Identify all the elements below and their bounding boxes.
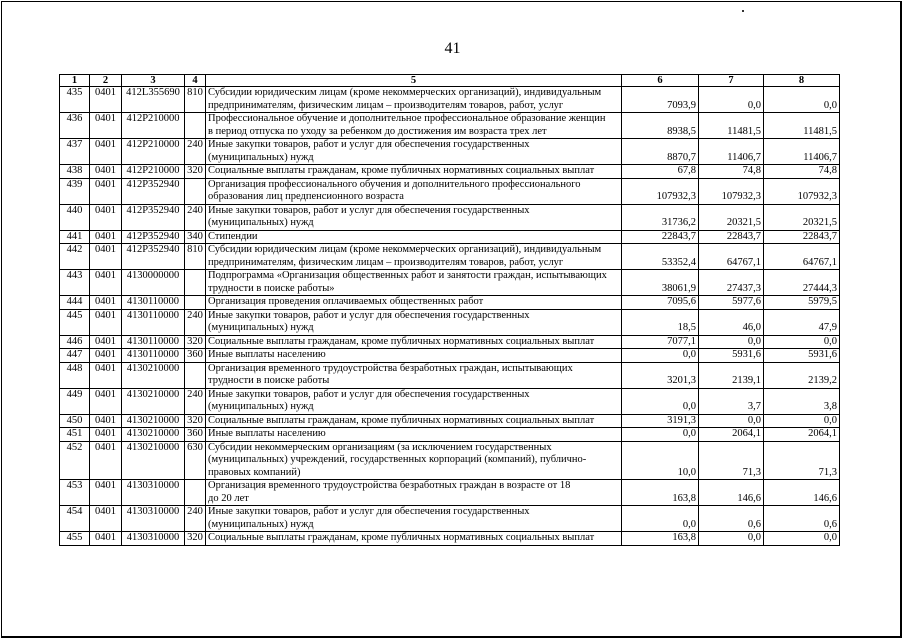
amount-col7-cell: 146,6 [699, 480, 764, 506]
section-cell: 0401 [90, 335, 122, 349]
expense-type-cell [185, 113, 206, 139]
target-code-cell: 412P352940 [122, 178, 185, 204]
row-number-cell: 444 [60, 296, 90, 310]
amount-col8-cell: 27444,3 [764, 270, 840, 296]
description-line: Субсидии некоммерческим организациям (за исключением государственных [208, 441, 552, 453]
description-line: предпринимателям, физическим лицам – производителям товаров, работ, услуг [208, 256, 564, 268]
section-cell: 0401 [90, 428, 122, 442]
section-cell: 0401 [90, 349, 122, 363]
amount-col7-cell: 0,0 [699, 414, 764, 428]
section-cell: 0401 [90, 296, 122, 310]
description-line: трудности в поиске работы [208, 375, 330, 386]
amount-col8-cell: 71,3 [764, 441, 840, 480]
row-number-cell: 451 [60, 428, 90, 442]
description-cell [206, 480, 622, 506]
amount-col7-cell: 5931,6 [699, 349, 764, 363]
amount-col7-cell: 11481,5 [699, 113, 764, 139]
amount-col7-cell: 22843,7 [699, 230, 764, 244]
description-line: Субсидии юридическим лицам (кроме некоммерческих организаций), индивидуальным [208, 244, 602, 255]
row-number-cell: 441 [60, 230, 90, 244]
expense-type-cell: 320 [185, 335, 206, 349]
amount-col8-cell: 47,9 [764, 309, 840, 335]
table-row [60, 309, 840, 335]
section-cell: 0401 [90, 506, 122, 532]
section-cell: 0401 [90, 532, 122, 546]
description-cell [206, 165, 622, 179]
header-cell: 3 [122, 75, 185, 87]
description-line: трудности в поиске работы» [208, 282, 335, 294]
description-line: (муниципальных) нужд [208, 401, 314, 412]
amount-col6-cell: 7077,1 [622, 335, 699, 349]
description-line: Субсидии юридическим лицам (кроме некоммерческих организаций), индивидуальным [208, 87, 602, 98]
table-body [60, 87, 840, 546]
description-cell [206, 296, 622, 310]
amount-col8-cell: 20321,5 [764, 204, 840, 230]
section-cell: 0401 [90, 204, 122, 230]
description-line: Профессиональное обучение и дополнительное профессиональное образование женщин [208, 113, 606, 124]
description-line: Иные закупки товаров, работ и услуг для обеспечения государственных [208, 388, 530, 400]
table-row [60, 230, 840, 244]
description-cell [206, 428, 622, 442]
description-line: (муниципальных) нужд [208, 518, 314, 530]
section-cell: 0401 [90, 165, 122, 179]
expense-type-cell: 630 [185, 441, 206, 480]
description-cell [206, 388, 622, 414]
amount-col8-cell: 64767,1 [764, 244, 840, 270]
amount-col6-cell: 22843,7 [622, 230, 699, 244]
amount-col6-cell: 67,8 [622, 165, 699, 179]
amount-col7-cell: 0,0 [699, 87, 764, 113]
section-cell: 0401 [90, 309, 122, 335]
expense-type-cell [185, 178, 206, 204]
expense-type-cell: 360 [185, 349, 206, 363]
description-cell [206, 506, 622, 532]
description-line: предпринимателям, физическим лицам – производителям товаров, работ, услуг [208, 99, 564, 111]
amount-col8-cell: 0,6 [764, 506, 840, 532]
target-code-cell: 4130110000 [122, 309, 185, 335]
row-number-cell: 438 [60, 165, 90, 179]
target-code-cell: 4130210000 [122, 388, 185, 414]
row-number-cell: 440 [60, 204, 90, 230]
amount-col6-cell: 3201,3 [622, 362, 699, 388]
description-line: Организация проведения оплачиваемых общественных работ [208, 296, 484, 307]
description-line: Иные закупки товаров, работ и услуг для обеспечения государственных [208, 204, 530, 216]
target-code-cell: 4130310000 [122, 480, 185, 506]
expense-type-cell: 320 [185, 414, 206, 428]
amount-col8-cell: 2064,1 [764, 428, 840, 442]
table-row [60, 480, 840, 506]
row-number-cell: 446 [60, 335, 90, 349]
amount-col8-cell: 5931,6 [764, 349, 840, 363]
description-line: Социальные выплаты гражданам, кроме публичных нормативных социальных выплат [208, 165, 595, 176]
table-row [60, 178, 840, 204]
description-line: в период отпуска по уходу за ребенком до достижения им возраста трех лет [208, 125, 547, 137]
scan-speck [742, 10, 744, 12]
description-line: Иные закупки товаров, работ и услуг для обеспечения государственных [208, 309, 530, 321]
amount-col8-cell: 0,0 [764, 414, 840, 428]
section-cell: 0401 [90, 230, 122, 244]
section-cell: 0401 [90, 414, 122, 428]
target-code-cell: 4130310000 [122, 532, 185, 546]
row-number-cell: 452 [60, 441, 90, 480]
amount-col7-cell: 27437,3 [699, 270, 764, 296]
description-line: (муниципальных) учреждений, государственных корпораций (компаний), публично- [208, 454, 587, 465]
amount-col8-cell: 107932,3 [764, 178, 840, 204]
header-cell: 2 [90, 75, 122, 87]
description-cell [206, 244, 622, 270]
description-cell [206, 349, 622, 363]
table-row [60, 428, 840, 442]
description-line: Иные выплаты населению [208, 349, 326, 360]
description-line: (муниципальных) нужд [208, 322, 314, 333]
amount-col7-cell: 0,6 [699, 506, 764, 532]
row-number-cell: 447 [60, 349, 90, 363]
page-number: 41 [444, 40, 461, 57]
header-cell: 8 [764, 75, 840, 87]
description-line: Иные закупки товаров, работ и услуг для обеспечения государственных [208, 506, 530, 517]
description-line: Стипендии [208, 230, 258, 242]
table-row [60, 388, 840, 414]
amount-col7-cell: 2064,1 [699, 428, 764, 442]
header-row [60, 75, 840, 87]
amount-col8-cell: 0,0 [764, 335, 840, 349]
row-number-cell: 436 [60, 113, 90, 139]
header-cell: 4 [185, 75, 206, 87]
amount-col6-cell: 18,5 [622, 309, 699, 335]
description-line: Организация профессионального обучения и дополнительного профессионального [208, 178, 581, 190]
amount-col6-cell: 7095,6 [622, 296, 699, 310]
amount-col7-cell: 5977,6 [699, 296, 764, 310]
row-number-cell: 448 [60, 362, 90, 388]
table-row [60, 335, 840, 349]
description-cell [206, 362, 622, 388]
description-line: правовых компаний) [208, 466, 301, 478]
description-cell [206, 270, 622, 296]
amount-col7-cell: 46,0 [699, 309, 764, 335]
description-cell [206, 335, 622, 349]
header-cell: 7 [699, 75, 764, 87]
table-row [60, 270, 840, 296]
table-row [60, 87, 840, 113]
expense-type-cell [185, 480, 206, 506]
expense-type-cell [185, 362, 206, 388]
amount-col6-cell: 163,8 [622, 532, 699, 546]
row-number-cell: 450 [60, 414, 90, 428]
target-code-cell: 4130110000 [122, 349, 185, 363]
amount-col6-cell: 0,0 [622, 428, 699, 442]
row-number-cell: 445 [60, 309, 90, 335]
amount-col7-cell: 2139,1 [699, 362, 764, 388]
section-cell: 0401 [90, 362, 122, 388]
row-number-cell: 443 [60, 270, 90, 296]
description-cell [206, 87, 622, 113]
amount-col7-cell: 20321,5 [699, 204, 764, 230]
description-line: Подпрограмма «Организация общественных работ и занятости граждан, испытывающих [208, 270, 607, 281]
description-line: Организация временного трудоустройства безработных граждан в возрасте от 18 [208, 480, 571, 491]
amount-col7-cell: 64767,1 [699, 244, 764, 270]
target-code-cell: 4130000000 [122, 270, 185, 296]
section-cell: 0401 [90, 244, 122, 270]
expense-type-cell: 320 [185, 165, 206, 179]
expense-type-cell: 810 [185, 244, 206, 270]
expense-type-cell: 240 [185, 204, 206, 230]
amount-col6-cell: 0,0 [622, 506, 699, 532]
amount-col8-cell: 0,0 [764, 532, 840, 546]
target-code-cell: 4130210000 [122, 414, 185, 428]
amount-col6-cell: 53352,4 [622, 244, 699, 270]
row-number-cell: 449 [60, 388, 90, 414]
description-cell [206, 230, 622, 244]
description-cell [206, 309, 622, 335]
expense-type-cell: 340 [185, 230, 206, 244]
description-line: (муниципальных) нужд [208, 217, 314, 228]
header-cell: 1 [60, 75, 90, 87]
description-cell [206, 204, 622, 230]
amount-col7-cell: 74,8 [699, 165, 764, 179]
amount-col7-cell: 71,3 [699, 441, 764, 480]
amount-col8-cell: 146,6 [764, 480, 840, 506]
row-number-cell: 435 [60, 87, 90, 113]
table-row [60, 441, 840, 480]
table-row [60, 362, 840, 388]
amount-col6-cell: 8938,5 [622, 113, 699, 139]
target-code-cell: 4130210000 [122, 428, 185, 442]
target-code-cell: 412P210000 [122, 139, 185, 165]
table-row [60, 506, 840, 532]
amount-col6-cell: 31736,2 [622, 204, 699, 230]
amount-col6-cell: 0,0 [622, 349, 699, 363]
description-line: (муниципальных) нужд [208, 151, 314, 163]
target-code-cell: 412P210000 [122, 165, 185, 179]
expense-type-cell [185, 296, 206, 310]
target-code-cell: 4130110000 [122, 296, 185, 310]
amount-col6-cell: 7093,9 [622, 87, 699, 113]
row-number-cell: 454 [60, 506, 90, 532]
amount-col8-cell: 2139,2 [764, 362, 840, 388]
amount-col7-cell: 107932,3 [699, 178, 764, 204]
table-row [60, 139, 840, 165]
target-code-cell: 4130210000 [122, 441, 185, 480]
description-line: Социальные выплаты гражданам, кроме публичных нормативных социальных выплат [208, 532, 595, 543]
target-code-cell: 412P352940 [122, 204, 185, 230]
section-cell: 0401 [90, 388, 122, 414]
description-line: Иные выплаты населению [208, 428, 326, 439]
amount-col6-cell: 163,8 [622, 480, 699, 506]
description-cell [206, 139, 622, 165]
amount-col8-cell: 74,8 [764, 165, 840, 179]
amount-col6-cell: 3191,3 [622, 414, 699, 428]
expense-type-cell: 360 [185, 428, 206, 442]
description-cell [206, 441, 622, 480]
amount-col7-cell: 0,0 [699, 532, 764, 546]
section-cell: 0401 [90, 87, 122, 113]
section-cell: 0401 [90, 139, 122, 165]
header-cell: 6 [622, 75, 699, 87]
expense-type-cell [185, 270, 206, 296]
section-cell: 0401 [90, 480, 122, 506]
section-cell: 0401 [90, 270, 122, 296]
amount-col8-cell: 11406,7 [764, 139, 840, 165]
description-cell [206, 113, 622, 139]
budget-table [59, 74, 840, 546]
table-row [60, 165, 840, 179]
table-row [60, 414, 840, 428]
amount-col8-cell: 22843,7 [764, 230, 840, 244]
description-line: Социальные выплаты гражданам, кроме публичных нормативных социальных выплат [208, 414, 595, 426]
header-cell: 5 [206, 75, 622, 87]
description-cell [206, 414, 622, 428]
table-row [60, 204, 840, 230]
row-number-cell: 442 [60, 244, 90, 270]
amount-col8-cell: 11481,5 [764, 113, 840, 139]
target-code-cell: 4130110000 [122, 335, 185, 349]
expense-type-cell: 810 [185, 87, 206, 113]
row-number-cell: 453 [60, 480, 90, 506]
target-code-cell: 4130310000 [122, 506, 185, 532]
description-line: до 20 лет [208, 492, 249, 504]
target-code-cell: 412P210000 [122, 113, 185, 139]
table-row [60, 296, 840, 310]
section-cell: 0401 [90, 113, 122, 139]
amount-col6-cell: 107932,3 [622, 178, 699, 204]
amount-col8-cell: 5979,5 [764, 296, 840, 310]
description-line: Социальные выплаты гражданам, кроме публичных нормативных социальных выплат [208, 335, 595, 347]
amount-col7-cell: 3,7 [699, 388, 764, 414]
target-code-cell: 4130210000 [122, 362, 185, 388]
expense-type-cell: 240 [185, 506, 206, 532]
expense-type-cell: 320 [185, 532, 206, 546]
description-line: Иные закупки товаров, работ и услуг для обеспечения государственных [208, 139, 530, 150]
amount-col6-cell: 10,0 [622, 441, 699, 480]
expense-type-cell: 240 [185, 139, 206, 165]
description-cell [206, 178, 622, 204]
description-line: Организация временного трудоустройства безработных граждан, испытывающих [208, 362, 573, 374]
row-number-cell: 437 [60, 139, 90, 165]
table-row [60, 532, 840, 546]
amount-col8-cell: 0,0 [764, 87, 840, 113]
section-cell: 0401 [90, 178, 122, 204]
target-code-cell: 412P352940 [122, 230, 185, 244]
amount-col6-cell: 8870,7 [622, 139, 699, 165]
description-line: образования лиц предпенсионного возраста [208, 191, 404, 202]
target-code-cell: 412L355690 [122, 87, 185, 113]
table-row [60, 113, 840, 139]
expense-type-cell: 240 [185, 309, 206, 335]
amount-col6-cell: 38061,9 [622, 270, 699, 296]
target-code-cell: 412P352940 [122, 244, 185, 270]
section-cell: 0401 [90, 441, 122, 480]
amount-col7-cell: 0,0 [699, 335, 764, 349]
row-number-cell: 439 [60, 178, 90, 204]
row-number-cell: 455 [60, 532, 90, 546]
expense-type-cell: 240 [185, 388, 206, 414]
amount-col8-cell: 3,8 [764, 388, 840, 414]
table-row [60, 349, 840, 363]
amount-col6-cell: 0,0 [622, 388, 699, 414]
description-cell [206, 532, 622, 546]
amount-col7-cell: 11406,7 [699, 139, 764, 165]
table-row [60, 244, 840, 270]
